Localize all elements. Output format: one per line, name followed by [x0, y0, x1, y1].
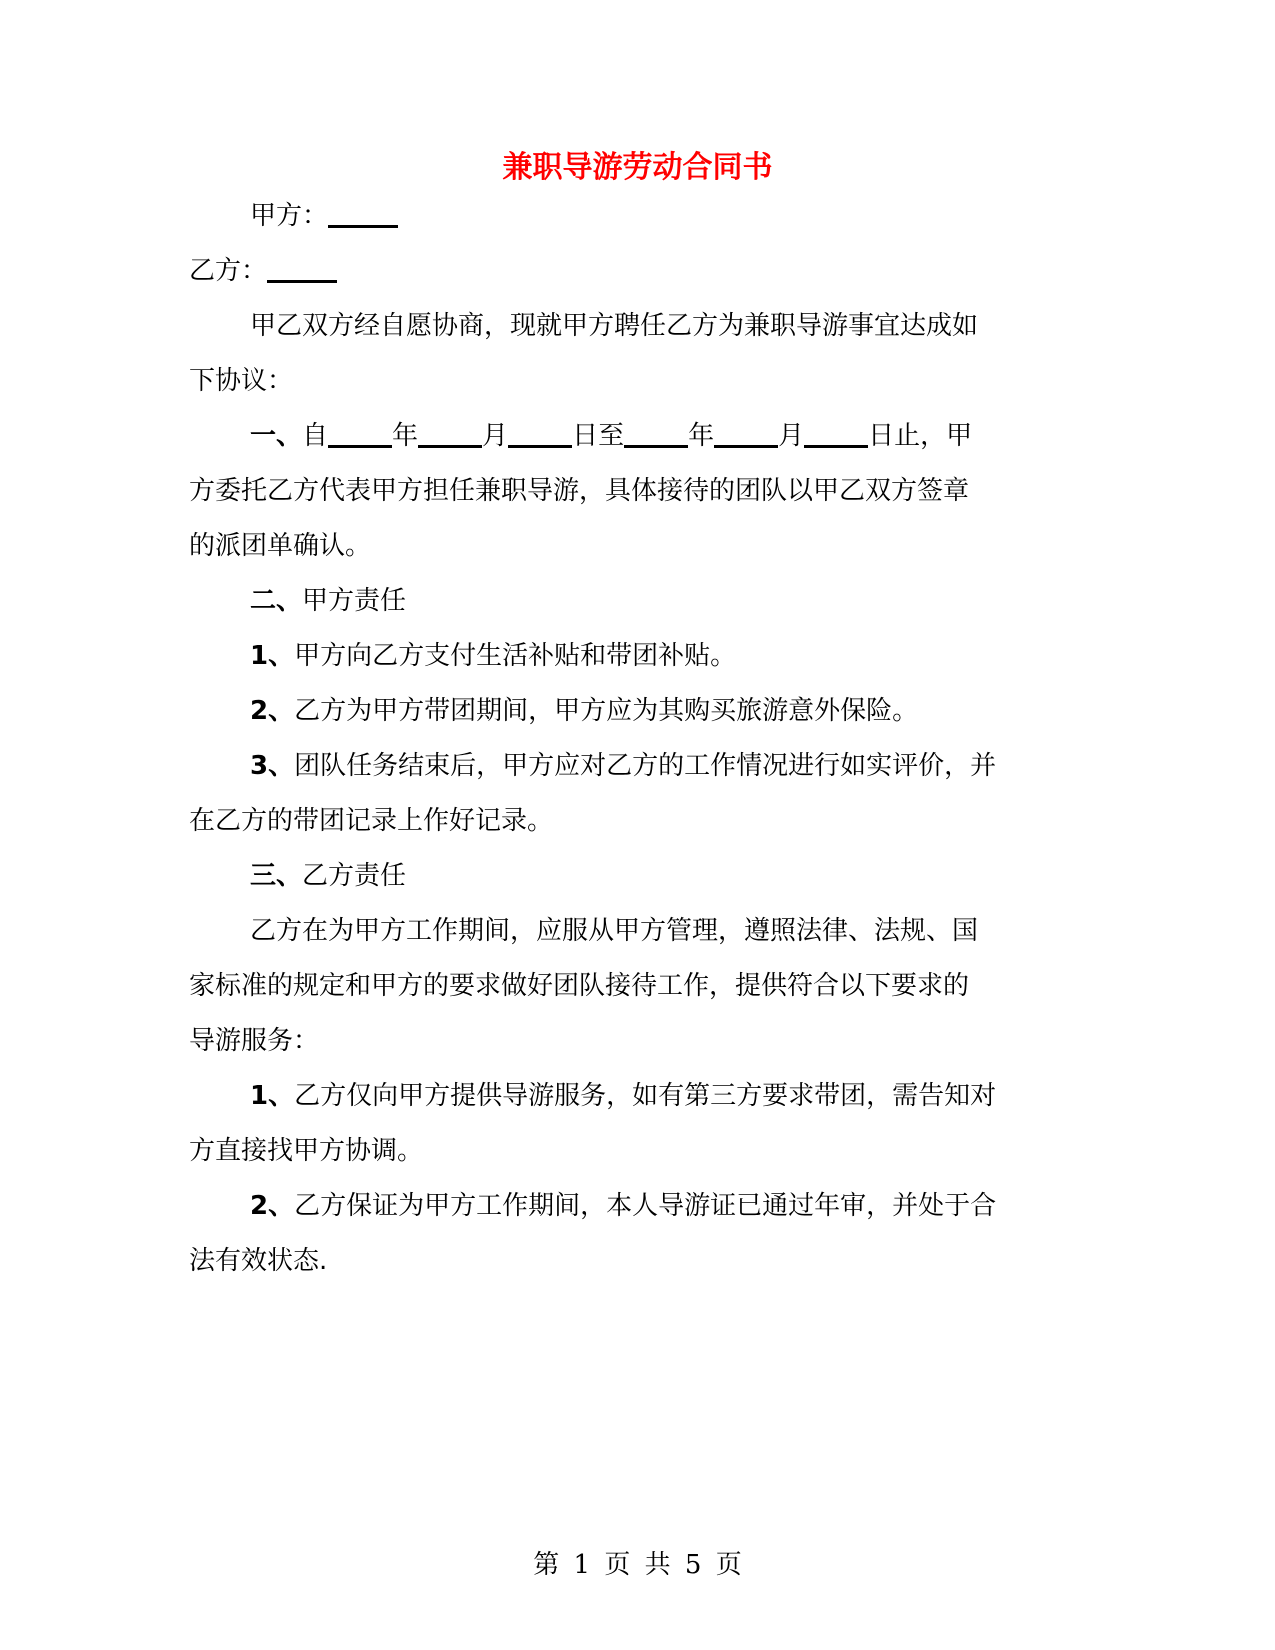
section-2-item-1	[250, 638, 1150, 674]
year-label-end: 年	[688, 421, 715, 451]
section-3-para-line-1: 乙方在为甲方工作期间，应服从甲方管理，遵照法律、法规、国	[250, 916, 979, 946]
section-1-line-2: 方委托乙方代表甲方担任兼职导游，具体接待的团队以甲乙双方签章	[189, 476, 970, 506]
section-1-number: 一、	[250, 421, 303, 451]
section-3-item-1	[250, 1078, 1150, 1114]
section-3-number: 三、	[250, 861, 303, 891]
intro-line-2: 下协议：	[189, 366, 294, 396]
item-text: 乙方为甲方带团期间，甲方应为其购买旅游意外保险。	[294, 696, 919, 726]
end-day-blank	[804, 419, 868, 448]
item-number: 3、	[250, 751, 295, 781]
party-b-label: 乙方：	[189, 256, 268, 286]
section-1-from: 自	[302, 421, 329, 451]
day-to-label: 日至	[572, 421, 625, 451]
item-text: 团队任务结束后，甲方应对乙方的工作情况进行如实评价，并	[294, 751, 997, 781]
page-number-footer: 第 1 页 共 5 页	[533, 1550, 742, 1580]
party-a-line	[250, 198, 1150, 234]
item-number: 2、	[250, 1191, 295, 1221]
end-year-blank	[624, 419, 688, 448]
end-month-blank	[714, 419, 778, 448]
party-b-blank	[267, 254, 337, 283]
section-3-heading	[250, 858, 1150, 894]
section-2-item-2	[250, 693, 1150, 729]
section-1-line-3: 的派团单确认。	[189, 531, 372, 561]
item-number: 1、	[250, 1081, 295, 1111]
intro-line-1: 甲乙双方经自愿协商，现就甲方聘任乙方为兼职导游事宜达成如	[250, 311, 979, 341]
item-number: 2、	[250, 696, 295, 726]
section-2-number: 二、	[250, 586, 303, 616]
item-text: 乙方仅向甲方提供导游服务，如有第三方要求带团，需告知对	[294, 1081, 997, 1111]
section-2-item-3	[250, 748, 1150, 784]
party-a-label: 甲方：	[250, 201, 329, 231]
section-2-item-3-cont: 在乙方的带团记录上作好记录。	[189, 806, 554, 836]
section-3-para-line-2: 家标准的规定和甲方的要求做好团队接待工作，提供符合以下要求的	[189, 971, 970, 1001]
party-a-blank	[328, 199, 398, 228]
document-title: 兼职导游劳动合同书	[502, 150, 773, 185]
day-end-label: 日止，甲	[868, 421, 973, 451]
section-3-item-1-cont: 方直接找甲方协调。	[189, 1136, 424, 1166]
section-3-title: 乙方责任	[302, 861, 407, 891]
item-text: 乙方保证为甲方工作期间，本人导游证已通过年审，并处于合	[294, 1191, 997, 1221]
section-3-para-line-3: 导游服务：	[189, 1026, 320, 1056]
section-2-title: 甲方责任	[302, 586, 407, 616]
month-label-end: 月	[778, 421, 805, 451]
party-b-line	[189, 253, 1089, 289]
month-label: 月	[482, 421, 509, 451]
item-text: 甲方向乙方支付生活补贴和带团补贴。	[294, 641, 737, 671]
start-year-blank	[328, 419, 392, 448]
section-1-line-1	[250, 418, 1150, 454]
item-number: 1、	[250, 641, 295, 671]
section-2-heading	[250, 583, 1150, 619]
start-day-blank	[508, 419, 572, 448]
start-month-blank	[418, 419, 482, 448]
section-3-item-2-cont: 法有效状态.	[189, 1246, 328, 1276]
section-3-item-2	[250, 1188, 1150, 1224]
year-label: 年	[392, 421, 419, 451]
